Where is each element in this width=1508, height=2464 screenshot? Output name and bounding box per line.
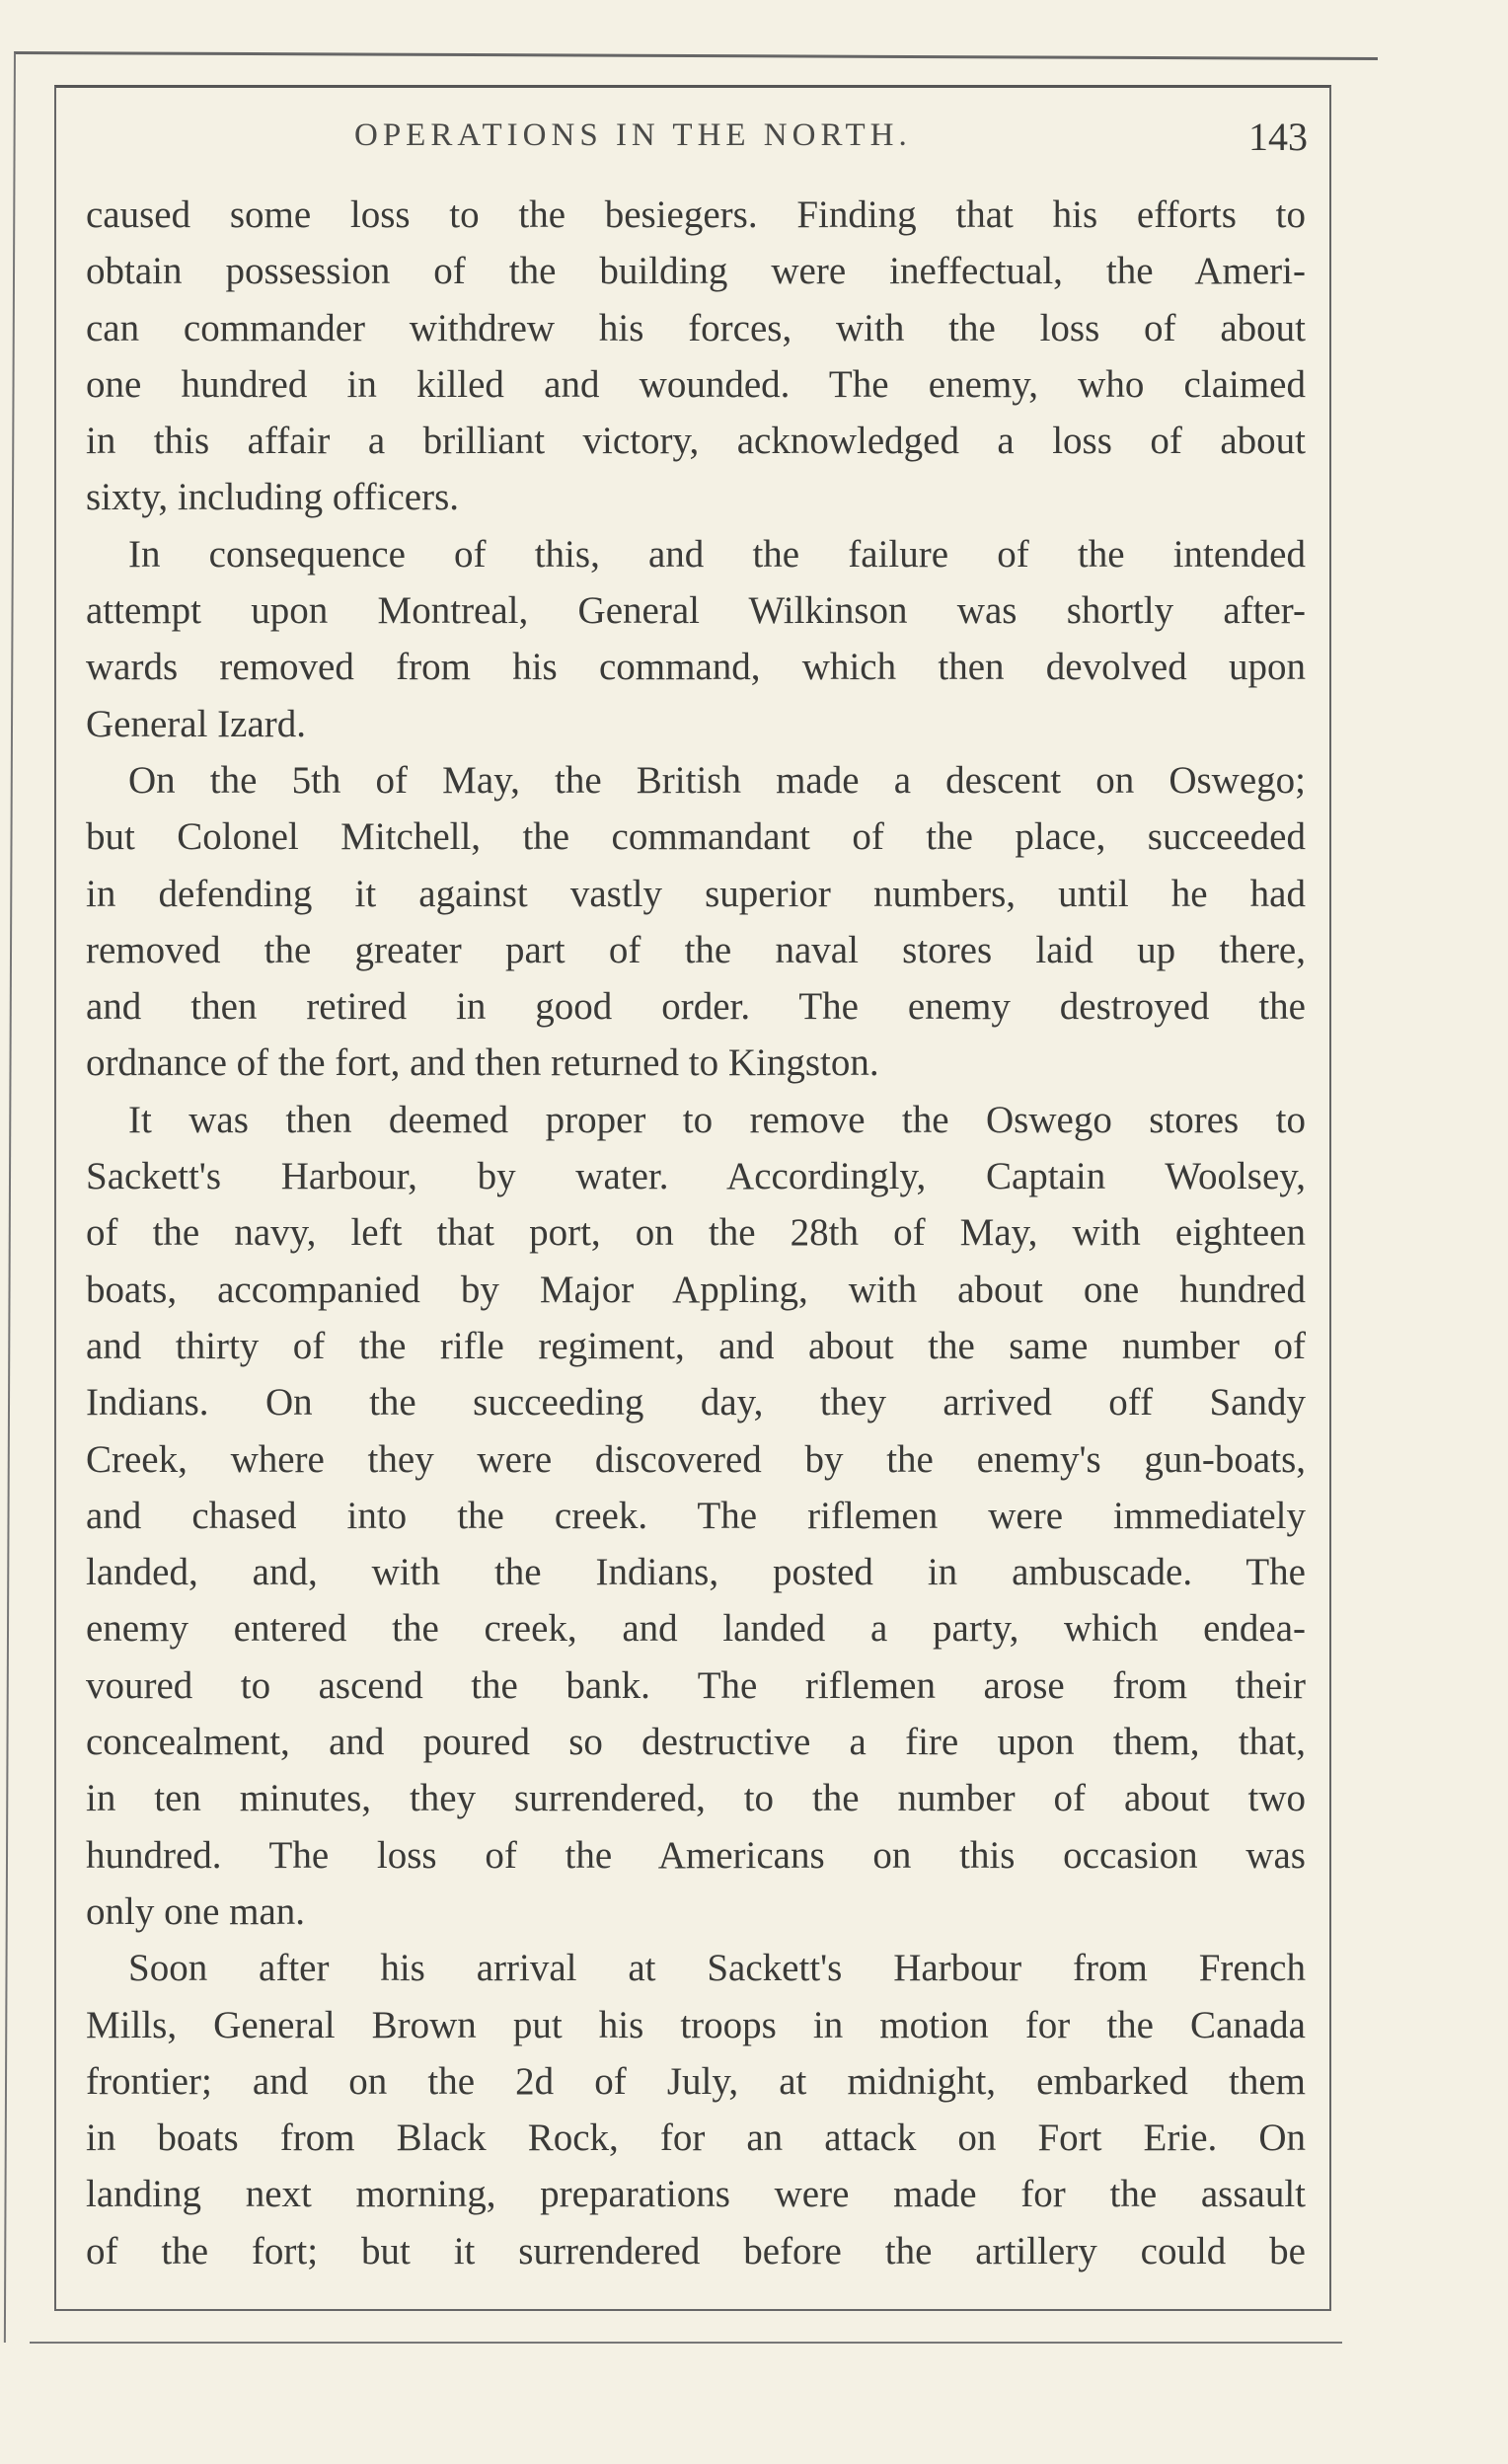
text-line: ordnance of the fort, and then returned to Kingston. bbox=[86, 1041, 879, 1085]
paragraph bbox=[86, 526, 1306, 752]
text-line: voured to ascend the bank. The riflemen arose from their bbox=[86, 1663, 1306, 1707]
paragraph bbox=[86, 1940, 1306, 2279]
text-line: attempt upon Montreal, General Wilkinson was shortly after- bbox=[86, 589, 1306, 633]
text-line: of the navy, left that port, on the 28th of May, with eighteen bbox=[86, 1211, 1306, 1255]
text-line: only one man. bbox=[86, 1889, 306, 1933]
text-line: in this affair a brilliant victory, acknowledged a loss of about bbox=[86, 420, 1306, 463]
text-line: General Izard. bbox=[86, 702, 307, 745]
text-line: In consequence of this, and the failure of the intended bbox=[128, 532, 1306, 576]
outer-bottom-rule bbox=[30, 2342, 1342, 2344]
text-line: It was then deemed proper to remove the Oswego stores to bbox=[128, 1098, 1306, 1141]
text-line: and then retired in good order. The enemy destroyed the bbox=[86, 985, 1306, 1029]
text-line: Creek, where they were discovered by the enemy's gun-boats, bbox=[86, 1437, 1306, 1481]
text-line: landing next morning, preparations were made for the assault bbox=[86, 2173, 1306, 2216]
text-line: enemy entered the creek, and landed a party, which endea- bbox=[86, 1607, 1306, 1651]
text-line: wards removed from his command, which then devolved upon bbox=[86, 646, 1306, 689]
body-text bbox=[86, 187, 1306, 2279]
text-line: but Colonel Mitchell, the commandant of the place, succeeded bbox=[86, 815, 1306, 859]
text-line: and chased into the creek. The riflemen were immediately bbox=[86, 1494, 1306, 1537]
paragraph bbox=[86, 752, 1306, 1092]
text-line: Mills, General Brown put his troops in motion for the Canada bbox=[86, 2003, 1306, 2046]
text-line: concealment, and poured so destructive a fire upon them, that, bbox=[86, 1721, 1306, 1764]
text-block-frame bbox=[54, 85, 1331, 2311]
page-number: 143 bbox=[1248, 115, 1308, 159]
text-line: can commander withdrew his forces, with the loss of about bbox=[86, 306, 1306, 349]
running-title: OPERATIONS IN THE NORTH. bbox=[354, 117, 912, 153]
text-line: removed the greater part of the naval stores laid up there, bbox=[86, 928, 1306, 971]
text-line: sixty, including officers. bbox=[86, 476, 460, 519]
paragraph bbox=[86, 187, 1306, 526]
text-line: hundred. The loss of the Americans on this occasion was bbox=[86, 1833, 1306, 1877]
text-line: one hundred in killed and wounded. The enemy, who claimed bbox=[86, 362, 1306, 406]
text-line: Sackett's Harbour, by water. Accordingly, Captain Woolsey, bbox=[86, 1155, 1306, 1198]
text-line: and thirty of the rifle regiment, and about the same number of bbox=[86, 1324, 1306, 1367]
text-line: of the fort; but it surrendered before the artillery could be bbox=[86, 2229, 1306, 2272]
text-line: Indians. On the succeeding day, they arrived off Sandy bbox=[86, 1381, 1306, 1424]
text-line: obtain possession of the building were ineffectual, the Ameri- bbox=[86, 250, 1306, 293]
text-line: in defending it against vastly superior numbers, until he had bbox=[86, 872, 1306, 915]
text-line: frontier; and on the 2d of July, at midnight, embarked them bbox=[86, 2059, 1306, 2103]
text-line: in ten minutes, they surrendered, to the number of about two bbox=[86, 1777, 1306, 1820]
text-line: in boats from Black Rock, for an attack on Fort Erie. On bbox=[86, 2117, 1306, 2160]
text-line: caused some loss to the besiegers. Finding that his efforts to bbox=[86, 193, 1306, 236]
text-line: Soon after his arrival at Sackett's Harbour from French bbox=[128, 1947, 1306, 1990]
text-line: boats, accompanied by Major Appling, with about one hundred bbox=[86, 1268, 1306, 1311]
text-line: On the 5th of May, the British made a descent on Oswego; bbox=[128, 758, 1306, 802]
text-line: landed, and, with the Indians, posted in ambuscade. The bbox=[86, 1551, 1306, 1594]
paragraph bbox=[86, 1092, 1306, 1940]
running-header bbox=[56, 110, 1329, 159]
